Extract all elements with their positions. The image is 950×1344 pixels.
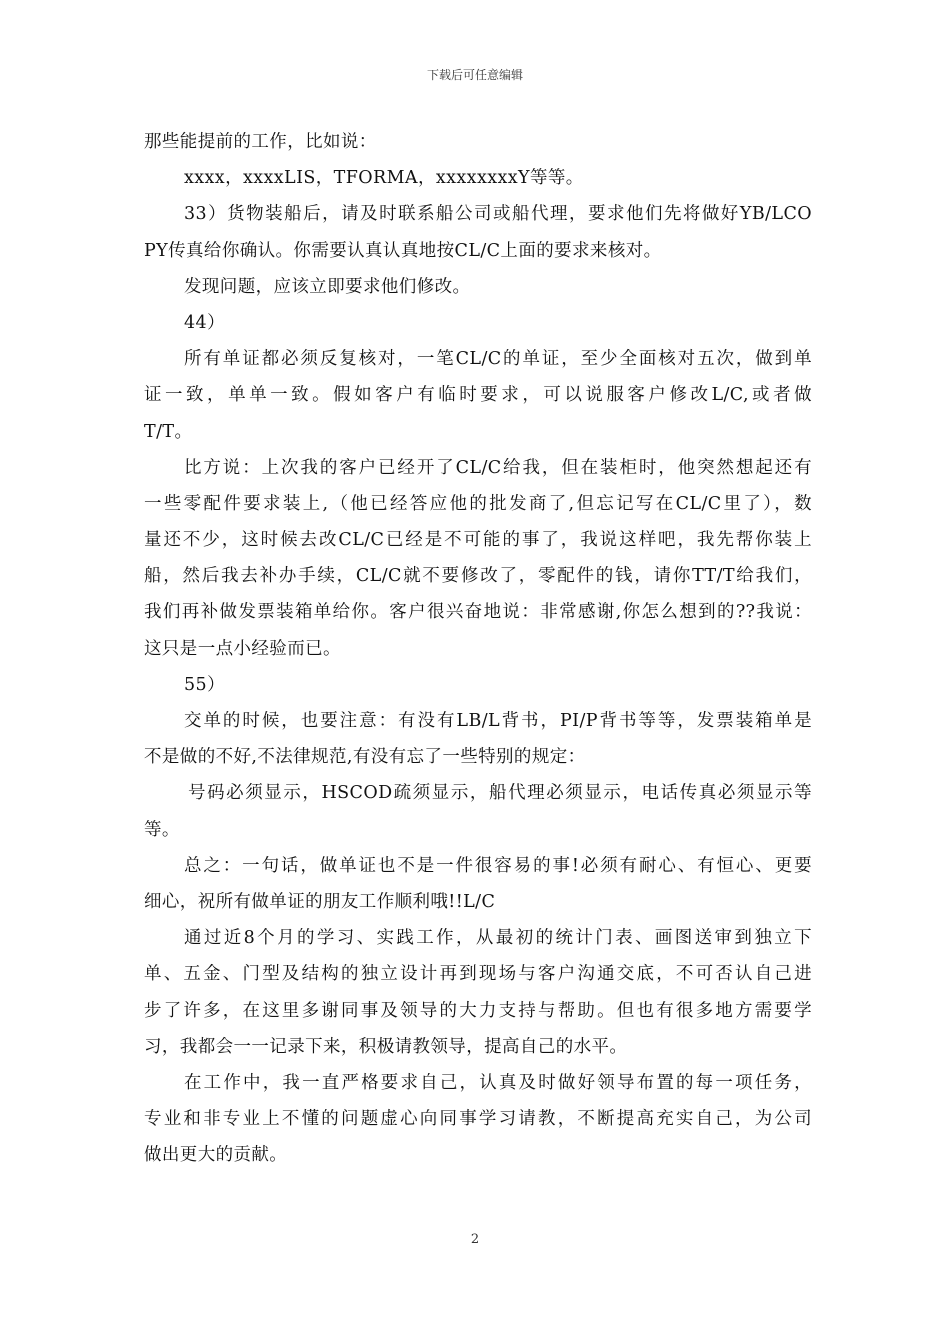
text-line: 比方说：上次我的客户已经开了CL/C给我，但在装柜时，他突然想起还有 — [184, 457, 812, 478]
text-line: 步了许多，在这里多谢同事及领导的大力支持与帮助。但也有很多地方需要学 — [144, 1000, 812, 1021]
text-line: PY传真给你确认。你需要认真认真地按CL/C上面的要求来核对。 — [144, 240, 662, 261]
text-line: 等。 — [144, 819, 180, 840]
page-number: 2 — [470, 1232, 480, 1247]
text-line: 号码必须显示，HSCOD疏须显示，船代理必须显示，电话传真必须显示等 — [188, 783, 812, 804]
text-line: 这只是一点小经验而已。 — [144, 638, 341, 659]
text-line: 55） — [184, 674, 225, 695]
page-header: 下载后可任意编辑 — [426, 68, 523, 82]
text-line: 一些零配件要求装上,（他已经答应他的批发商了,但忘记写在CL/C里了），数 — [144, 493, 812, 514]
text-line: T/T。 — [144, 421, 193, 442]
text-line: 单、五金、门型及结构的独立设计再到现场与客户沟通交底，不可否认自己进 — [144, 964, 812, 985]
text-line: 专业和非专业上不懂的问题虚心向同事学习请教，不断提高充实自己，为公司 — [144, 1109, 812, 1130]
text-line: 在工作中，我一直严格要求自己，认真及时做好领导布置的每一项任务， — [184, 1072, 812, 1093]
text-line: 细心，祝所有做单证的朋友工作顺利哦!!L/C — [144, 891, 496, 912]
document-body — [144, 124, 812, 1173]
text-line: 我们再补做发票装箱单给你。客户很兴奋地说：非常感谢,你怎么想到的??我说： — [144, 602, 812, 623]
text-line: 量还不少，这时候去改CL/C已经是不可能的事了，我说这样吧，我先帮你装上 — [144, 530, 812, 551]
text-line: 33）货物装船后，请及时联系船公司或船代理，要求他们先将做好YB/LCO — [184, 204, 812, 225]
text-line: 发现问题，应该立即要求他们修改。 — [184, 276, 471, 297]
text-line: 44） — [184, 312, 225, 333]
text-line: 船，然后我去补办手续，CL/C就不要修改了，零配件的钱，请你TT/T给我们， — [144, 566, 812, 587]
text-line: 不是做的不好,不法律规范,有没有忘了一些特别的规定： — [144, 747, 586, 768]
text-line: 做出更大的贡献。 — [144, 1145, 288, 1166]
text-line: 总之：一句话，做单证也不是一件很容易的事!必须有耐心、有恒心、更要 — [184, 855, 812, 876]
text-line: 通过近8个月的学习、实践工作，从最初的统计门表、画图送审到独立下 — [184, 928, 812, 949]
text-line: 习，我都会一一记录下来，积极请教领导，提高自己的水平。 — [144, 1036, 628, 1057]
text-line: 交单的时候，也要注意：有没有LB/L背书，PI/P背书等等，发票装箱单是 — [184, 711, 812, 731]
text-line: xxxx，xxxxLIS，TFORMA，xxxxxxxxY等等。 — [184, 168, 584, 189]
text-line: 那些能提前的工作，比如说： — [144, 132, 377, 152]
text-line: 证一致，单单一致。假如客户有临时要求，可以说服客户修改L/C,或者做 — [144, 385, 812, 406]
text-line: 所有单证都必须反复核对，一笔CL/C的单证，至少全面核对五次，做到单 — [184, 349, 812, 370]
